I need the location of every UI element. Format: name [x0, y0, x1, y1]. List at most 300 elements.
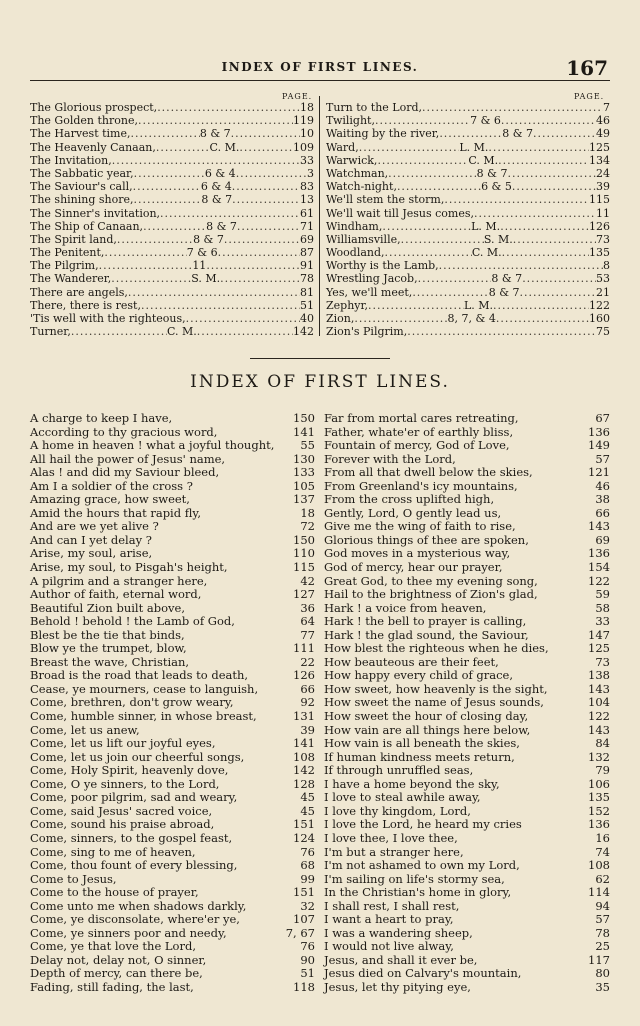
first-lines-left-column [30, 412, 315, 995]
first-line-text: From the cross uplifted high, [324, 492, 495, 507]
first-line-entry [324, 886, 610, 900]
first-line-text: How sweet, how heavenly is the sight, [324, 681, 548, 696]
tune-entry [326, 312, 610, 325]
first-line-text: Jesus died on Calvary's mountain, [324, 966, 522, 981]
first-line-text: Amid the hours that rapid fly, [30, 505, 202, 520]
tune-page: 18 [300, 101, 314, 114]
first-line-page: 92 [300, 695, 315, 710]
first-line-entry [324, 696, 610, 710]
first-line-entry [30, 439, 315, 453]
first-line-page: 51 [300, 966, 315, 981]
tune-entry [30, 286, 314, 299]
first-line-entry [324, 710, 610, 724]
first-line-text: I'm sailing on life's stormy sea, [324, 871, 505, 886]
tune-entry [30, 220, 314, 233]
first-line-text: Gently, Lord, O gently lead us, [324, 505, 502, 520]
first-line-entry [30, 696, 315, 710]
dot-leader [354, 312, 447, 325]
first-line-entry [324, 642, 610, 656]
first-line-page: 69 [595, 532, 610, 547]
first-line-entry [324, 805, 610, 819]
first-line-page: 25 [595, 939, 610, 954]
tune-meter: 7 & 6 [186, 246, 218, 260]
first-line-text: Hail to the brightness of Zion's glad, [324, 587, 538, 602]
tune-name: Watchman, [326, 166, 389, 180]
tune-meter: 6 & 5 [481, 180, 512, 194]
first-line-entry [324, 547, 610, 561]
first-line-text: Father, whate'er of earthly bliss, [324, 424, 514, 439]
first-line-page: 77 [300, 627, 315, 642]
first-line-entry [324, 954, 610, 968]
first-line-text: Breast the wave, Christian, [30, 654, 190, 669]
first-line-entry [324, 520, 610, 534]
tune-meter: L. M. [459, 140, 489, 154]
dot-leader [488, 141, 589, 154]
dot-leader [500, 220, 589, 233]
dot-leader [220, 272, 300, 285]
first-lines-right-column [324, 412, 610, 995]
first-line-entry [30, 724, 315, 738]
tune-page: 83 [300, 180, 314, 194]
tune-meter: C. M. [167, 325, 197, 339]
first-line-page: 38 [595, 492, 610, 507]
dot-leader [388, 167, 477, 180]
tune-meter: 8 & 7 [199, 127, 231, 141]
first-line-page: 36 [300, 600, 315, 615]
first-line-entry [324, 453, 610, 467]
first-line-page: 108 [293, 749, 315, 764]
first-line-page: 55 [300, 438, 315, 453]
dot-leader [143, 220, 206, 233]
first-line-page: 114 [588, 885, 610, 900]
first-line-text: Come, Holy Spirit, heavenly dove, [30, 763, 229, 778]
tune-name: Twilight, [326, 114, 375, 128]
dot-leader [382, 220, 471, 233]
first-line-text: Come, let us lift our joyful eyes, [30, 736, 216, 751]
first-line-text: I was a wandering sheep, [324, 925, 473, 940]
tune-page: 87 [300, 246, 314, 260]
first-line-page: 66 [595, 505, 610, 520]
first-line-entry [30, 805, 315, 819]
first-line-entry [30, 981, 315, 995]
first-line-text: I'm not ashamed to own my Lord, [324, 858, 520, 873]
first-line-page: 73 [595, 654, 610, 669]
first-line-page: 42 [300, 573, 315, 588]
tune-meter: C. M. [209, 140, 240, 154]
tune-page: 61 [300, 206, 314, 220]
first-line-entry [324, 940, 610, 954]
dot-leader [236, 167, 307, 180]
tune-meter: L. M. [463, 298, 494, 312]
first-line-entry [30, 426, 315, 440]
first-line-page: 141 [293, 424, 315, 439]
tune-meter: C. M. [468, 153, 499, 167]
tune-meter: 7 & 6 [470, 114, 501, 128]
first-line-entry [324, 629, 610, 643]
first-line-page: 78 [595, 925, 610, 940]
first-line-text: And are we yet alive ? [30, 519, 159, 534]
tune-page: 10 [299, 127, 314, 141]
first-line-text: Come, thou fount of every blessing, [30, 858, 238, 873]
first-line-page: 104 [588, 695, 610, 710]
first-line-entry [324, 778, 610, 792]
first-line-entry [324, 669, 610, 683]
first-line-page: 122 [588, 709, 610, 724]
first-line-text: Cease, ye mourners, cease to languish, [30, 681, 259, 696]
first-line-entry [324, 439, 610, 453]
dot-leader [375, 114, 470, 127]
first-line-text: A pilgrim and a stranger here, [30, 573, 208, 588]
first-line-entry [30, 710, 315, 724]
first-line-entry [30, 615, 315, 629]
first-line-page: 143 [588, 519, 610, 534]
dot-leader [111, 272, 191, 285]
first-line-page: 90 [300, 952, 315, 967]
tune-page: 160 [589, 312, 610, 325]
dot-leader [232, 180, 300, 193]
dot-leader [397, 180, 481, 193]
tune-page: 46 [595, 114, 610, 128]
first-line-page: 64 [300, 614, 315, 629]
first-line-text: Come, ye disconsolate, where'er ye, [30, 912, 240, 927]
first-line-page: 121 [588, 465, 610, 480]
first-line-page: 68 [300, 858, 315, 873]
first-line-page: 151 [293, 817, 315, 832]
dot-leader [412, 286, 488, 299]
tune-name: There, there is rest, [30, 298, 141, 312]
first-line-page: 62 [595, 871, 610, 886]
dot-leader [533, 127, 596, 140]
first-line-text: Come, let us join our cheerful songs, [30, 749, 245, 764]
dot-leader [377, 154, 468, 167]
tune-page: 75 [596, 325, 610, 339]
first-line-text: Come, humble sinner, in whose breast, [30, 709, 257, 724]
first-line-entry [324, 859, 610, 873]
first-line-page: 18 [300, 505, 315, 520]
first-line-entry [324, 764, 610, 778]
first-line-text: I love thy kingdom, Lord, [324, 803, 471, 818]
dot-leader [71, 325, 167, 338]
first-line-text: Come to the house of prayer, [30, 885, 199, 900]
first-line-text: Hark ! the bell to prayer is calling, [324, 614, 527, 629]
first-line-text: Arise, my soul, to Pisgah's height, [30, 560, 228, 575]
tune-entry [30, 114, 314, 127]
tune-name: 'Tis well with the righteous, [30, 312, 186, 325]
first-line-text: Come, said Jesus' sacred voice, [30, 803, 213, 818]
first-line-text: I love thee, I love thee, [324, 830, 458, 845]
first-line-page: 111 [293, 641, 315, 656]
first-line-text: God moves in a mysterious way, [324, 546, 511, 561]
first-line-entry [30, 832, 315, 846]
first-line-page: 58 [595, 600, 610, 615]
dot-leader [493, 299, 589, 312]
tune-entry [30, 299, 314, 312]
first-line-text: And can I yet delay ? [30, 532, 152, 547]
tune-entry [30, 272, 314, 285]
tune-name: Warwick, [326, 153, 378, 167]
tune-name: Ward, [326, 140, 359, 154]
first-line-page: 99 [300, 871, 315, 886]
tune-page: 69 [300, 232, 314, 246]
tune-entry [326, 114, 610, 127]
first-line-entry [30, 480, 315, 494]
first-line-text: Come, ye that love the Lord, [30, 939, 196, 954]
first-line-page: 107 [293, 912, 315, 927]
first-line-page: 105 [293, 478, 315, 493]
tune-page: 73 [596, 232, 610, 246]
tune-entry [30, 312, 314, 325]
tune-entry [326, 193, 610, 206]
first-line-text: Arise, my soul, arise, [30, 546, 153, 561]
first-line-text: A home in heaven ! what a joyful thought, [30, 438, 275, 453]
tune-entry [30, 141, 314, 154]
first-line-entry [324, 873, 610, 887]
tune-name: The Spirit land, [30, 232, 117, 246]
first-line-entry [324, 588, 610, 602]
first-line-text: Far from mortal cares retreating, [324, 411, 519, 425]
first-line-page: 35 [595, 979, 610, 994]
first-line-entry [30, 642, 315, 656]
first-line-page: 152 [588, 803, 610, 818]
tune-meter: S. M. [483, 232, 513, 246]
tune-entry [30, 180, 314, 193]
tune-meter: S. M. [191, 272, 221, 286]
first-line-entry [30, 602, 315, 616]
tune-page: 33 [300, 153, 314, 167]
tune-entry [326, 207, 610, 220]
first-line-page: 79 [595, 763, 610, 778]
dot-leader [112, 154, 300, 167]
tune-name: There are angels, [30, 285, 128, 299]
tune-name: Watch-night, [326, 180, 397, 194]
tune-page: 134 [589, 153, 610, 167]
tune-page: 119 [293, 114, 314, 128]
first-line-entry [30, 900, 315, 914]
tune-entry [30, 167, 314, 180]
first-line-text: Behold ! behold ! the Lamb of God, [30, 614, 235, 629]
first-line-text: I'm but a stranger here, [324, 844, 464, 859]
first-line-entry [30, 751, 315, 765]
dot-leader [160, 207, 300, 220]
tune-entry [326, 167, 610, 180]
dot-leader [104, 246, 186, 259]
first-line-page: 136 [588, 817, 610, 832]
first-line-entry [30, 466, 315, 480]
page-column-label-right: PAGE. [574, 92, 605, 101]
first-line-text: I love the Lord, he heard my cries [324, 817, 522, 832]
first-line-entry [324, 493, 610, 507]
dot-leader [117, 233, 193, 246]
first-line-text: I love to steal awhile away, [324, 790, 481, 805]
dot-leader [197, 325, 293, 338]
tune-page: 40 [300, 312, 314, 325]
running-title: INDEX OF FIRST LINES. [221, 60, 419, 74]
dot-leader [156, 141, 210, 154]
first-line-entry [324, 412, 610, 426]
dot-leader [407, 325, 596, 338]
tune-entry [30, 246, 314, 259]
dot-leader [418, 272, 492, 285]
first-line-page: 16 [595, 830, 610, 845]
first-line-entry [324, 846, 610, 860]
tune-name: The Pilgrim, [30, 259, 99, 273]
dot-leader [507, 167, 596, 180]
tune-meter: 6 & 4 [204, 166, 236, 180]
first-line-text: Forever with the Lord, [324, 451, 456, 466]
tune-name: The Sabbatic year, [30, 166, 134, 180]
first-line-text: Hark ! the glad sound, the Saviour, [324, 627, 529, 642]
first-line-text: How vain are all things here below, [324, 722, 531, 737]
first-line-entry [30, 927, 315, 941]
tune-entry [30, 127, 314, 140]
tune-page: 71 [299, 219, 314, 233]
first-line-entry [30, 683, 315, 697]
first-line-entry [30, 669, 315, 683]
first-line-text: I want a heart to pray, [324, 912, 454, 927]
first-line-entry [324, 507, 610, 521]
dot-leader [237, 220, 300, 233]
first-line-text: Jesus, let thy pitying eye, [324, 979, 471, 994]
dot-leader [444, 193, 589, 206]
first-line-entry [324, 913, 610, 927]
tune-meter: 6 & 4 [200, 180, 232, 194]
first-line-text: Come, ye sinners poor and needy, [30, 925, 227, 940]
tune-page: 122 [588, 298, 610, 312]
first-line-entry [30, 412, 315, 426]
page-column-label-left: PAGE. [282, 92, 313, 101]
tune-meter: 11 [192, 259, 207, 273]
first-line-page: 132 [588, 749, 610, 764]
header-rule [30, 80, 610, 81]
first-line-page: 150 [293, 411, 315, 425]
tune-page: 3 [306, 166, 314, 180]
dot-leader [520, 286, 596, 299]
first-line-entry [30, 778, 315, 792]
tune-name: The Golden throne, [30, 114, 138, 128]
first-line-text: Broad is the road that leads to death, [30, 668, 249, 683]
tune-entry [30, 325, 314, 338]
first-line-page: 74 [595, 844, 610, 859]
first-line-entry [324, 466, 610, 480]
tune-name: Williamsville, [326, 232, 401, 246]
first-line-page: 147 [588, 627, 610, 642]
first-line-text: Depth of mercy, can there be, [30, 966, 203, 981]
first-line-page: 67 [595, 411, 610, 425]
tune-name: Windham, [326, 219, 383, 233]
first-line-page: 124 [293, 830, 315, 845]
first-line-entry [324, 561, 610, 575]
dot-leader [239, 141, 293, 154]
first-line-page: 118 [293, 979, 315, 994]
first-line-entry [324, 534, 610, 548]
first-line-entry [324, 981, 610, 995]
tune-name: Turn to the Lord, [326, 101, 423, 114]
first-line-entry [30, 575, 315, 589]
first-line-page: 76 [300, 939, 315, 954]
tune-meter: 8 & 7 [201, 193, 233, 207]
first-line-text: All hail the power of Jesus' name, [30, 451, 226, 466]
first-line-entry [30, 967, 315, 981]
first-line-entry [30, 656, 315, 670]
tune-page: 13 [300, 193, 315, 207]
tune-entry [326, 154, 610, 167]
first-line-text: Give me the wing of faith to rise, [324, 519, 516, 534]
first-line-text: How sweet the name of Jesus sounds, [324, 695, 544, 710]
dot-leader [99, 259, 193, 272]
first-line-page: 133 [293, 465, 315, 480]
tune-page: 115 [589, 193, 610, 207]
tune-name: The Wanderer, [30, 272, 112, 286]
first-line-entry [324, 900, 610, 914]
first-line-entry [324, 615, 610, 629]
first-line-page: 66 [300, 681, 315, 696]
first-line-page: 141 [293, 736, 315, 751]
first-line-text: God of mercy, hear our prayer, [324, 560, 503, 575]
first-line-entry [324, 818, 610, 832]
first-line-entry [324, 426, 610, 440]
first-line-entry [324, 683, 610, 697]
first-line-text: Come unto me when shadows darkly, [30, 898, 247, 913]
dot-leader [218, 246, 300, 259]
first-line-entry [324, 602, 610, 616]
dot-leader [206, 259, 300, 272]
tune-meter: 8, 7, & 4 [447, 312, 496, 325]
first-line-text: How sweet the hour of closing day, [324, 709, 529, 724]
tune-page: 21 [595, 285, 610, 299]
dot-leader [385, 246, 472, 259]
tune-entry [326, 101, 610, 114]
tune-entry [326, 127, 610, 140]
first-line-page: 138 [588, 668, 610, 683]
first-line-page: 80 [595, 966, 610, 981]
dot-leader [502, 246, 589, 259]
tune-name: The Sinner's invitation, [30, 206, 161, 220]
dot-leader [496, 312, 589, 325]
tune-page: 126 [588, 219, 610, 233]
first-line-entry [30, 913, 315, 927]
tune-page: 39 [595, 180, 610, 194]
first-line-text: From all that dwell below the skies, [324, 465, 533, 480]
first-line-entry [324, 656, 610, 670]
first-line-text: Come to Jesus, [30, 871, 117, 886]
tune-page: 125 [589, 140, 610, 154]
dot-leader [359, 141, 460, 154]
tune-entry [30, 233, 314, 246]
first-line-text: Amazing grace, how sweet, [30, 492, 190, 507]
first-line-text: Alas ! and did my Saviour bleed, [30, 465, 220, 480]
first-line-text: How blest the righteous when he dies, [324, 641, 549, 656]
first-line-text: I shall rest, I shall rest, [324, 898, 460, 913]
first-line-page: 136 [588, 546, 610, 561]
tune-entry [326, 180, 610, 193]
first-line-page: 151 [293, 885, 315, 900]
dot-leader [186, 312, 300, 325]
first-line-text: I have a home beyond the sky, [324, 776, 500, 791]
tune-entry [30, 259, 314, 272]
tune-page: 7 [603, 101, 610, 114]
tune-entry [30, 193, 314, 206]
tune-meter: 8 & 7 [488, 285, 520, 299]
dot-leader [133, 180, 201, 193]
first-line-entry [324, 751, 610, 765]
first-line-page: 128 [293, 776, 315, 791]
tune-entry [326, 141, 610, 154]
first-line-page: 136 [588, 424, 610, 439]
tune-entry [326, 233, 610, 246]
first-line-text: How vain is all beneath the skies, [324, 736, 520, 751]
first-line-text: How beauteous are their feet, [324, 654, 499, 669]
first-line-text: Delay not, delay not, O sinner, [30, 952, 207, 967]
